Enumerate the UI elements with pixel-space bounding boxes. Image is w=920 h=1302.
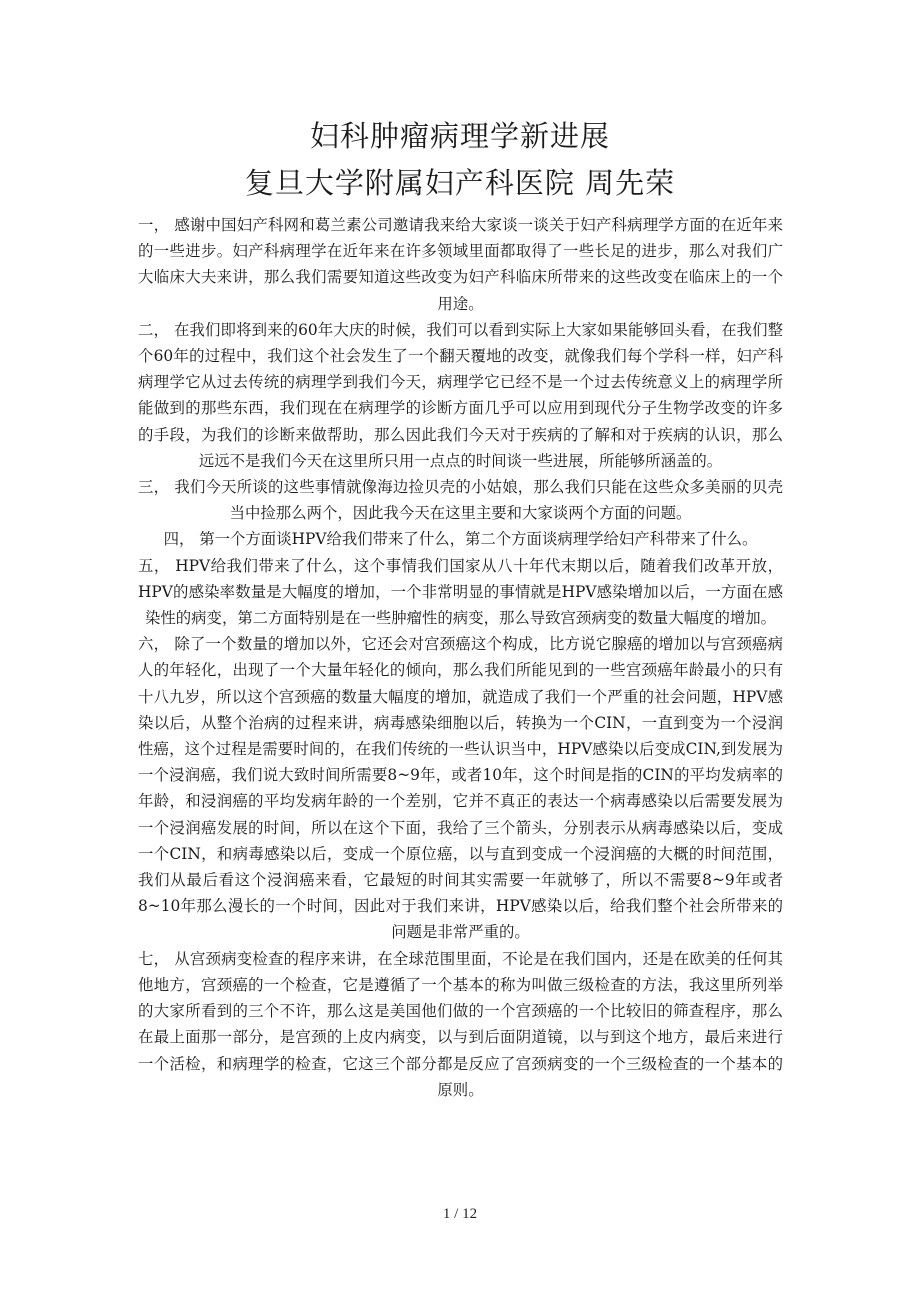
page-number: 1 / 12 bbox=[442, 1206, 478, 1222]
paragraph-4: 四， 第一个方面谈HPV给我们带来了什么，第二个方面谈病理学给妇产科带来了什么。 bbox=[163, 530, 758, 549]
paragraph-2: 二， 在我们即将到来的60年大庆的时候，我们可以看到实际上大家如果能够回头看，在我们整个60年的过程中，我们这个社会发生了一个翻天覆地的改变，就像我们每个学科一样，妇产科病理学它从过去传统的病理学到我们今天，病理学它已经不是一个过去传统意义上的病理学所能做到的那些东西，我们现在在病理学的诊断方面几乎可以应用到现代分子生物学改变的许多的手段，为我们的诊断来做帮助，那么因此我们今天对于疾病的了解和对于疾病的认识，那么远远不是我们今天在这里所只用一点点的时间谈一些进展，所能够所涵盖的。 bbox=[138, 320, 783, 470]
paragraph-1: 一， 感谢中国妇产科网和葛兰素公司邀请我来给大家谈一谈关于妇产科病理学方面的在近年来的一些进步。妇产科病理学在近年来在许多领域里面都取得了一些长足的进步，那么对我们广大临床大夫来讲，那么我们需要知道这些改变为妇产科临床所带来的这些改变在临床上的一个用途。 bbox=[138, 216, 783, 313]
paragraph-6: 六， 除了一个数量的增加以外，它还会对宫颈癌这个构成，比方说它腺癌的增加以与宫颈癌病人的年轻化，出现了一个大量年轻化的倾向，那么我们所能见到的一些宫颈癌年龄最小的只有十八九岁，所以这个宫颈癌的数量大幅度的增加，就造成了我们一个严重的社会问题，HPV感染以后，从整个治病的过程来讲，病毒感染细胞以后，转换为一个CIN，一直到变为一个浸润性癌，这个过程是需要时间的，在我们传统的一些认识当中，HPV感染以后变成CIN,到发展为一个浸润癌，我们说大致时间所需要8~9年，或者10年，这个时间是指的CIN的平均发病率的年龄，和浸润癌的平均发病年龄的一个差别，它并不真正的表达一个病毒感染以后需要发展为一个浸润癌发展的时间，所以在这个下面，我给了三个箭头，分别表示从病毒感染以后，变成一个CIN，和病毒感染以后，变成一个原位癌，以与直到变成一个浸润癌的大概的时间范围，我们从最后看这个浸润癌来看，它最短的时间其实需要一年就够了，所以不需要8~9年或者8~10年那么漫长的一个时间，因此对于我们来讲，HPV感染以后，给我们整个社会所带来的问题是非常严重的。 bbox=[138, 635, 783, 942]
document-body bbox=[138, 212, 783, 1103]
paragraph-5: 五， HPV给我们带来了什么，这个事情我们国家从八十年代末期以后，随着我们改革开放，HPV的感染率数量是大幅度的增加，一个非常明显的事情就是HPV感染增加以后，一方面在感染性的病变，第二方面特别是在一些肿瘤性的病变，那么导致宫颈病变的数量大幅度的增加。 bbox=[138, 556, 783, 628]
title-block bbox=[0, 112, 920, 206]
paragraph-7: 七， 从宫颈病变检查的程序来讲，在全球范围里面，不论是在我们国内，还是在欧美的任何其他地方，宫颈癌的一个检查，它是遵循了一个基本的称为叫做三级检查的方法，我这里所列举的大家所看到的三个不许，那么这是美国他们做的一个宫颈癌的一个比较旧的筛查程序，那么在最上面那一部分，是宫颈的上皮内病变，以与到后面阴道镜，以与到这个地方，最后来进行一个活检，和病理学的检查，它这三个部分都是反应了宫颈病变的一个三级检查的一个基本的原则。 bbox=[138, 949, 783, 1099]
document-subtitle: 复旦大学附属妇产科医院 周先荣 bbox=[244, 166, 676, 200]
paragraph-3: 三， 我们今天所谈的这些事情就像海边捡贝壳的小姑娘，那么我们只能在这些众多美丽的贝壳当中捡那么两个，因此我今天在这里主要和大家谈两个方面的问题。 bbox=[138, 478, 783, 523]
document-title: 妇科肿瘤病理学新进展 bbox=[309, 119, 610, 153]
